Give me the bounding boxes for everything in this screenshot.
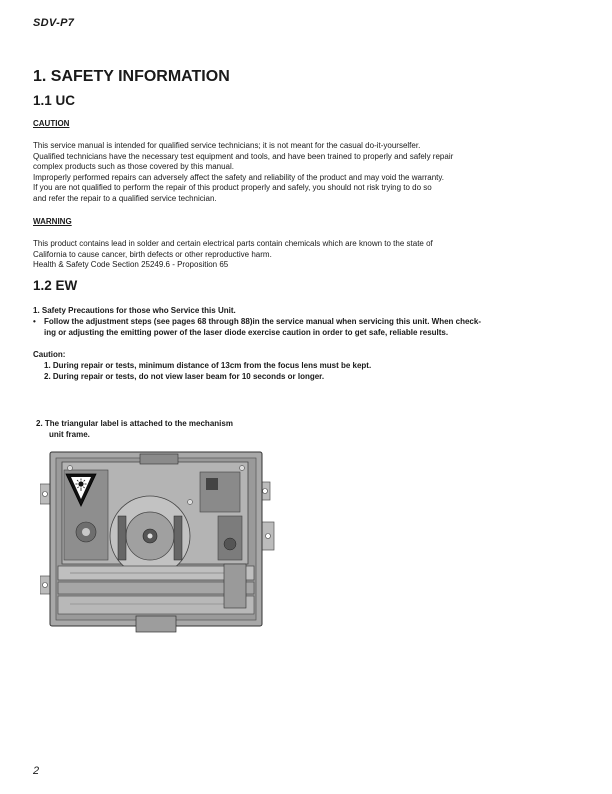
bullet-line: Follow the adjustment steps (see pages 68 through 88)in the service manual when servicing this unit. When check-	[44, 317, 481, 326]
warning-line: Health & Safety Code Section 25249.6 - Proposition 65	[33, 260, 229, 269]
ew-caution-label: Caution:	[33, 350, 66, 359]
subsection-heading-uc: 1.1 UC	[33, 93, 76, 108]
warning-line: California to cause cancer, birth defects or other reproductive harm.	[33, 249, 272, 259]
warning-paragraph	[33, 239, 538, 271]
bullet-mark: •	[33, 317, 36, 326]
caution-line: Qualified technicians have the necessary test equipment and tools, and have been trained to properly and safely repair	[33, 151, 454, 161]
caution-line: and refer the repair to a qualified service technician.	[33, 193, 217, 203]
model-name: SDV-P7	[33, 17, 75, 29]
warning-line: This product contains lead in solder and certain electrical parts contain chemicals which are known to the state of	[33, 239, 433, 248]
ew-caution-item: 2. During repair or tests, do not view laser beam for 10 seconds or longer.	[44, 372, 325, 381]
caution-line: complex products such as those covered by this manual.	[33, 162, 234, 171]
ew-item-2-cont: unit frame.	[49, 430, 90, 439]
caution-label: CAUTION	[33, 119, 70, 128]
ew-item-2: 2. The triangular label is attached to the mechanism	[36, 419, 233, 428]
caution-line: Improperly performed repairs can adversely affect the safety and reliability of the product and may void the warranty.	[33, 172, 445, 182]
page-number: 2	[33, 765, 40, 777]
mechanism-photo	[40, 446, 276, 642]
ew-item-1: 1. Safety Precautions for those who Service this Unit.	[33, 306, 236, 315]
warning-label: WARNING	[33, 217, 72, 226]
caution-line: This service manual is intended for qualified service technicians; it is not meant for the casual do-it-yourselfer.	[33, 141, 421, 150]
caution-paragraph	[33, 141, 538, 204]
section-title: 1. SAFETY INFORMATION	[33, 68, 230, 85]
caution-line: If you are not qualified to perform the repair of this product properly and safely, you should not risk trying to do so	[33, 183, 432, 192]
ew-caution-item: 1. During repair or tests, minimum distance of 13cm from the focus lens must be kept.	[44, 361, 372, 370]
bullet-line: ing or adjusting the emitting power of the laser diode exercise caution in order to get safe, reliable results.	[44, 328, 449, 337]
subsection-heading-ew: 1.2 EW	[33, 278, 78, 293]
